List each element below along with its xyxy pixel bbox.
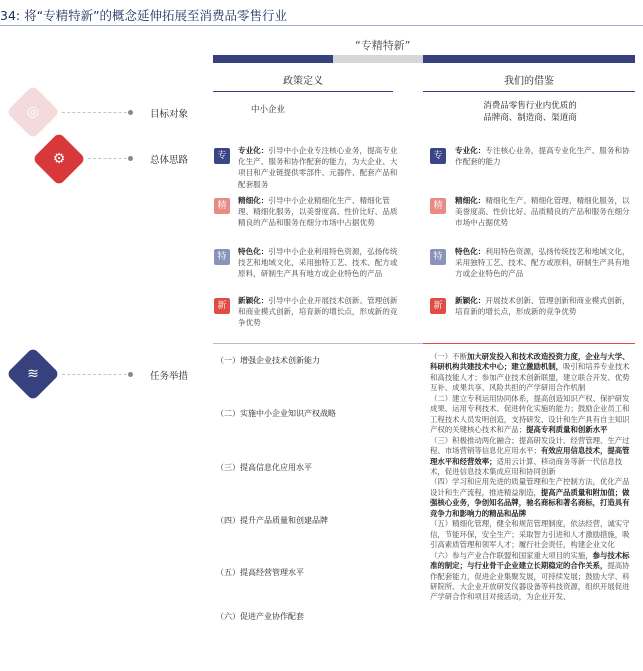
task-left-6: （六）促进产业协作配套 [216, 612, 304, 621]
task-right-5: （五）精细化管理，健全和规范管理制度，依法经营，诚实守信，节能环保，安全生产；采取智力引进和人才激励措施，吸引高素质管理和领军人才；履行社会责任，构建企业文化 [430, 519, 630, 550]
target-left-text: 中小企业 [250, 105, 285, 115]
column-header-policy: 政策定义 [283, 76, 323, 87]
approach-connector-dot [128, 156, 133, 161]
target-connector [62, 112, 132, 114]
layers-icon: ≋ [27, 366, 39, 382]
right-item-novelty: 新颖化：开展技术创新、管理创新和商业模式创新，培育新的增长点，形成新的竞争优势 [455, 296, 630, 317]
header-main: “专精特新” [355, 39, 411, 52]
task-right-1: （一）不断加大研发投入和技术改造投资力度，企业与大学、科研机构共建技术中心；建立激励机制，吸引和培养专业技术和高技能人才；参加产业技术创新联盟，建立联合开发、优势互补、成果共享、风险共担的产学研用合作机制 [430, 352, 630, 393]
row-label-target: 目标对象 [150, 109, 189, 120]
task-right-6: （六）参与产业合作联盟和国家重大项目的实施，参与技术标准的制定；与行业骨干企业建立长期稳定的合作关系，提高协作配套能力，促进企业集聚发展，可持续发展；鼓励大学、科研院所、大企业开放研发仪器设备等科技资源，组织开展促进产学研合作和项目对接活动，为企业开发、 [430, 550, 630, 602]
tasks-divider-right [423, 343, 635, 344]
left-item-characteristic: 特色化：引导中小企业利用特色资源，弘扬传统技艺和地域文化，采用独特工艺、技术、配方或原料，研制生产具有地方或企业特色的产品 [238, 247, 398, 279]
task-right-4: （四）学习和应用先进的质量管理和生产控制方法，优化产品设计和生产流程，推进精益制造，提高产品质量和附加值；做强核心业务，争创知名品牌，驰名商标和著名商标，打造具有竞争力和影响力的精品和品牌 [430, 477, 630, 518]
tasks-connector [62, 374, 132, 376]
page-title: 34: 将“专精特新”的概念延伸拓展至消费品零售行业 [0, 8, 288, 23]
badge-jing-left: 精 [214, 198, 230, 214]
tasks-divider-left [213, 343, 425, 344]
approach-connector [88, 158, 132, 160]
task-left-5: （五）提高经营管理水平 [216, 568, 304, 577]
tasks-connector-dot [128, 372, 133, 377]
right-item-specialization: 专业化：专注核心业务，提高专业化生产、服务和协作配套的能力 [455, 146, 630, 167]
header-bar-left [213, 55, 333, 63]
badge-te-left: 特 [214, 249, 230, 265]
badge-xin-right: 新 [430, 298, 446, 314]
column-divider-right [423, 91, 635, 92]
badge-zhuan-left: 专 [214, 148, 230, 164]
header-bar-middle [333, 55, 423, 63]
header-bar-right [423, 55, 635, 63]
gear-icon: ⚙ [52, 151, 66, 167]
row-label-tasks: 任务举措 [150, 371, 189, 382]
target-icon: ◎ [26, 104, 40, 120]
target-right-text: 消费品零售行业内优质的 品牌商、制造商、渠道商 [483, 101, 577, 123]
right-item-characteristic: 特色化：利用特色资源，弘扬传统技艺和地域文化，采用独特工艺、技术、配方或原料，研制生产具有地方或企业特色的产品 [455, 247, 630, 279]
approach-icon-bg [32, 132, 86, 186]
task-right-2: （二）建立专利运用协同体系，提高创造知识产权、保护研发成果、运用专利技术、促进转化实施的能力；鼓励企业员工和工程技术人员发明创造，支持研发、设计和生产具有自主知识产权的关键核心技术和产品；提高专利质量和创新水平 [430, 393, 630, 435]
column-header-ours: 我们的借鉴 [504, 76, 554, 87]
tasks-right-text [430, 352, 632, 670]
badge-zhuan-right: 专 [430, 148, 446, 164]
left-item-specialization: 专业化：引导中小企业专注核心业务，提高专业化生产、服务和协作配套的能力，为大企业、大项目和产业链提供零部件、元器件、配套产品和配套服务 [238, 146, 398, 189]
left-item-refinement: 精细化：引导中小企业精细化生产、精细化管理、精细化服务，以美誉度高、性价比好、品质精良的产品和服务在细分市场中占据优势 [238, 196, 398, 228]
row-label-approach: 总体思路 [150, 155, 189, 166]
task-left-3: （三）提高信息化应用水平 [216, 463, 312, 472]
task-left-4: （四）提升产品质量和创建品牌 [216, 516, 328, 525]
target-connector-dot [128, 110, 133, 115]
tasks-icon-bg [6, 347, 60, 401]
badge-te-right: 特 [430, 249, 446, 265]
column-divider-left [213, 91, 393, 92]
title-divider [0, 25, 643, 26]
task-right-3: （三）积极推动两化融合；提高研发设计、经营管理、生产过程、市场营销等信息化应用水平；有效应用信息技术，提高管理水平和经营效率；适用云计算、移动商务等新一代信息技术，促进信息技术集成应用和协同创新 [430, 435, 630, 476]
right-item-refinement: 精细化：精细化生产、精细化管理、精细化服务，以美誉度高、性价比好、品质精良的产品和服务在细分市场中占据优势 [455, 196, 630, 228]
task-left-1: （一）增强企业技术创新能力 [216, 356, 320, 365]
badge-xin-left: 新 [214, 298, 230, 314]
task-left-2: （二）实施中小企业知识产权战略 [216, 409, 336, 418]
left-item-novelty: 新颖化：引导中小企业开展技术创新、管理创新和商业模式创新，培育新的增长点，形成新的竞争优势 [238, 296, 398, 328]
target-icon-bg [6, 85, 60, 139]
badge-jing-right: 精 [430, 198, 446, 214]
